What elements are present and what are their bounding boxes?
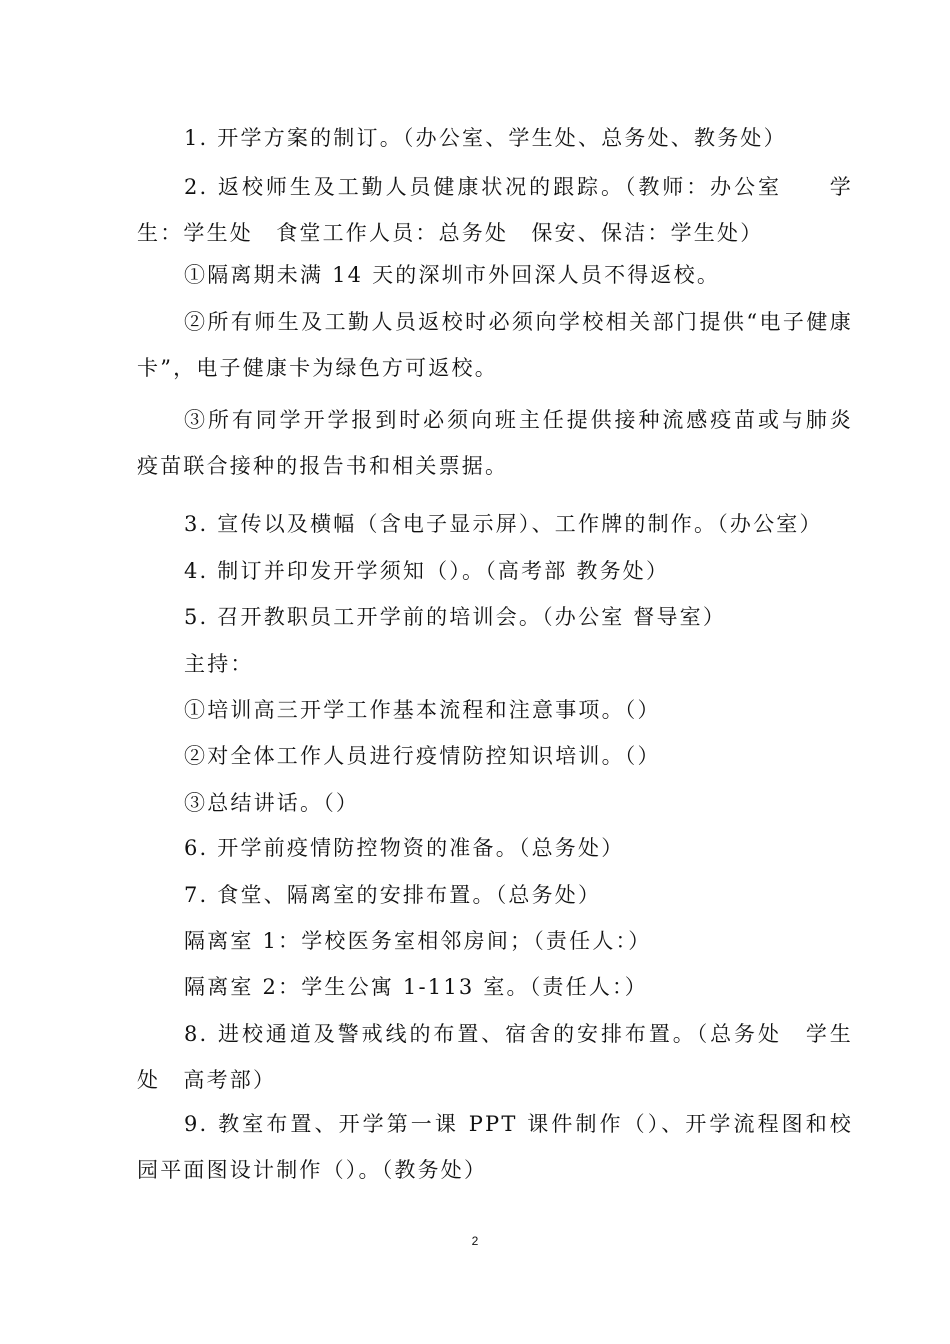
page-number: 2 [471,1234,479,1248]
item-5-host: 主持： [184,652,254,676]
item-2: 2. 返校师生及工勤人员健康状况的跟踪。（教师：办公室 学生：学生处 食堂工作人员：总务处 保安、保洁：学生处） [137,175,853,245]
item-1: 1. 开学方案的制订。（办公室、学生处、总务处、教务处） [184,126,787,150]
item-8: 8. 进校通道及警戒线的布置、宿舍的安排布置。（总务处 学生处 高考部） [137,1022,853,1092]
item-7: 7. 食堂、隔离室的安排布置。（总务处） [184,883,602,907]
item-6: 6. 开学前疫情防控物资的准备。（总务处） [184,836,625,860]
item-5: 5. 召开教职员工开学前的培训会。（办公室 督导室） [184,605,727,629]
item-7-room-2: 隔离室 2：学生公寓 1-113 室。（责任人：） [184,975,648,999]
item-5-sub-3: ③总结讲话。（） [184,791,360,815]
item-4: 4. 制订并印发开学须知（）。（高考部 教务处） [184,559,670,583]
item-2-sub-3: ③所有同学开学报到时必须向班主任提供接种流感疫苗或与肺炎疫苗联合接种的报告书和相关票据。 [137,408,853,478]
item-3: 3. 宣传以及横幅（含电子显示屏）、工作牌的制作。（办公室） [184,512,823,536]
item-2-sub-2: ②所有师生及工勤人员返校时必须向学校相关部门提供“电子健康卡”，电子健康卡为绿色方可返校。 [137,310,853,380]
item-5-sub-1: ①培训高三开学工作基本流程和注意事项。（） [184,698,661,722]
item-5-sub-2: ②对全体工作人员进行疫情防控知识培训。（） [184,744,661,768]
item-2-sub-1: ①隔离期未满 14 天的深圳市外回深人员不得返校。 [184,263,721,287]
item-9: 9. 教室布置、开学第一课 PPT 课件制作（）、开学流程图和校园平面图设计制作（）。（教务处） [137,1112,853,1182]
item-7-room-1: 隔离室 1：学校医务室相邻房间；（责任人：） [184,929,652,953]
